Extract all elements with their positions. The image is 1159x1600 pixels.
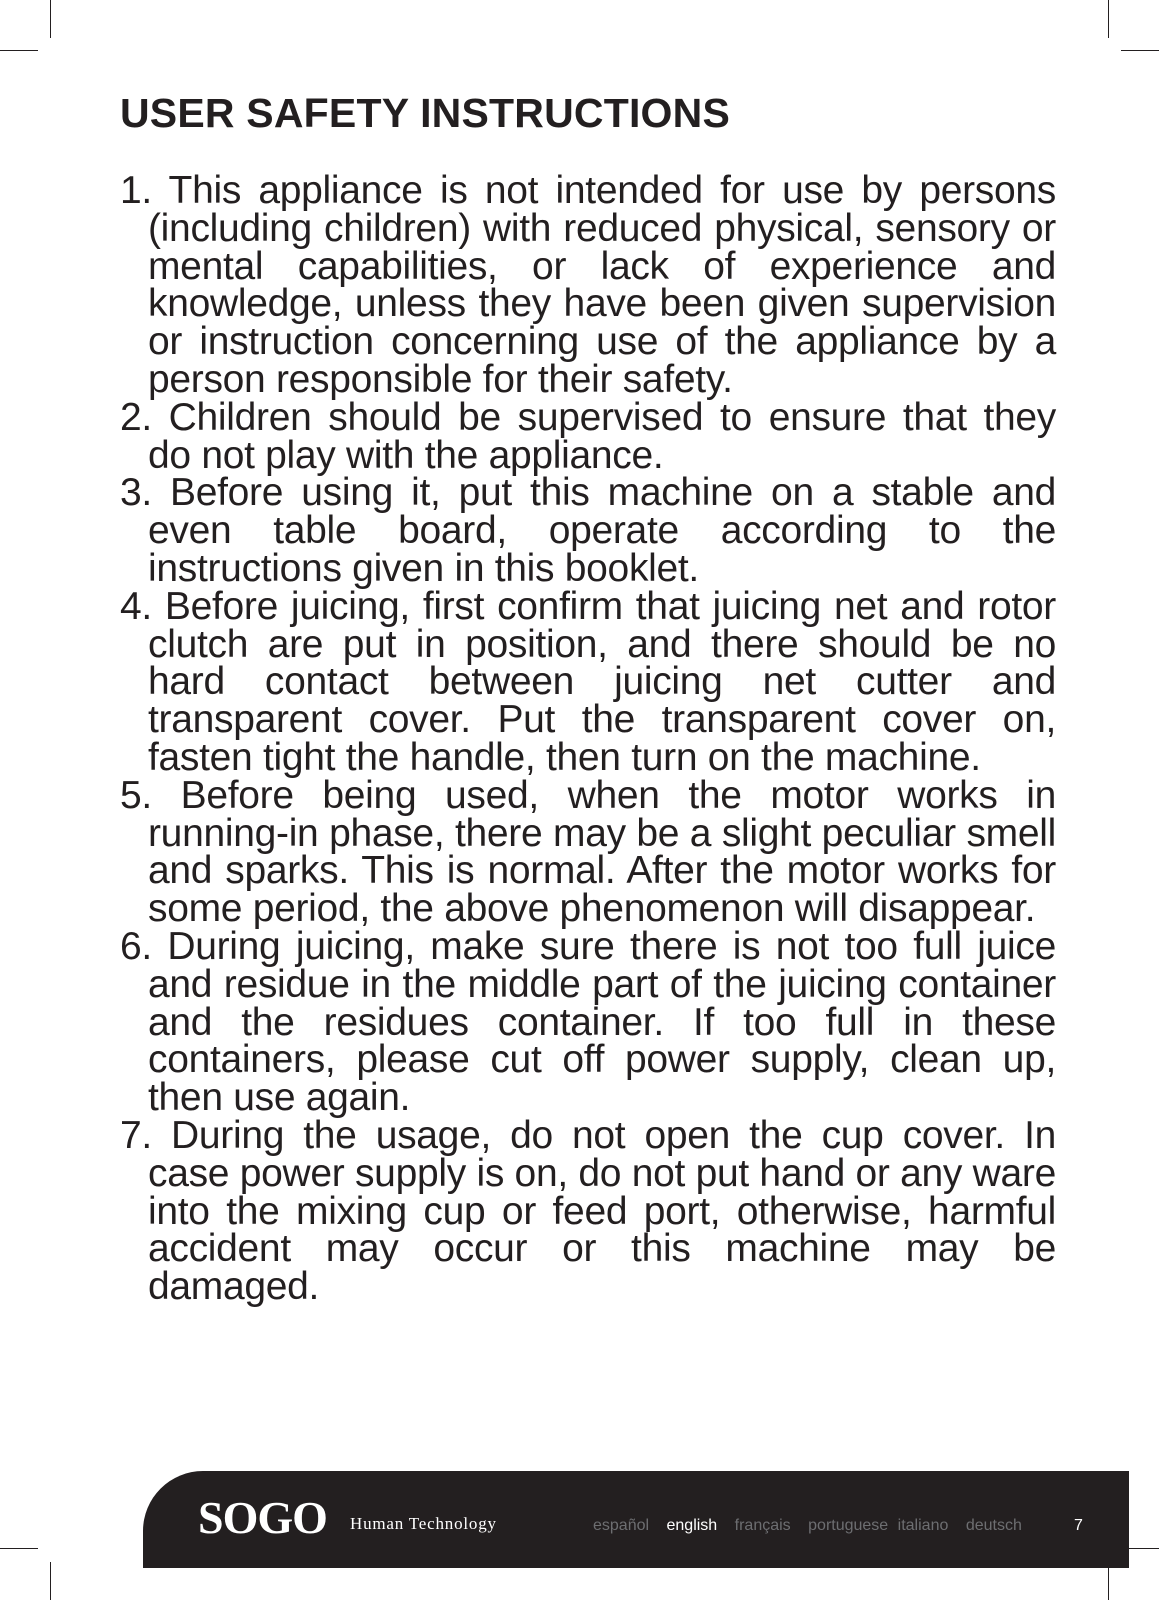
instruction-item: 5. Before being used, when the motor works in running-in phase, there may be a slight peculiar smell and sparks. This is normal. After the motor works for some period, the above phenomenon will disappear.: [120, 773, 1056, 931]
instruction-item: 4. Before juicing, first confirm that juicing net and rotor clutch are put in position, and there should be no hard contact between juicing net cutter and transparent cover. Put the transparent cover on, fasten tight the handle, then turn on the machine.: [120, 584, 1056, 779]
crop-mark: [1121, 50, 1159, 51]
language-portuguese: portuguese: [808, 1517, 889, 1534]
instruction-item: 2. Children should be supervised to ensure that they do not play with the appliance.: [120, 395, 1056, 477]
language-english: english: [666, 1517, 718, 1534]
language-francais: français: [734, 1517, 791, 1534]
crop-mark: [1108, 0, 1109, 38]
instruction-item: 6. During juicing, make sure there is not too full juice and residue in the middle part of the juicing container and the residues container. If too full in these containers, please cut off power supply, clean up, then use again.: [120, 924, 1056, 1120]
footer-bar: [143, 1471, 1129, 1568]
language-deutsch: deutsch: [965, 1517, 1022, 1534]
brand-logo: SOGO: [198, 1492, 327, 1543]
instruction-list: [120, 169, 1056, 1309]
instruction-item: 1. This appliance is not intended for use by persons (including children) with reduced physical, sensory or mental capabilities, or lack of experience and knowledge, unless they have been given supervision or instruction concerning use of the appliance by a person responsible for their safety.: [120, 169, 1056, 401]
language-list: [593, 1517, 1035, 1535]
page-title: USER SAFETY INSTRUCTIONS: [120, 90, 730, 136]
language-italiano: italiano: [897, 1517, 949, 1534]
crop-mark: [50, 0, 51, 38]
crop-mark: [0, 50, 38, 51]
language-espanol: español: [593, 1517, 650, 1534]
crop-mark: [0, 1548, 38, 1549]
instruction-item: 7. During the usage, do not open the cup cover. In case power supply is on, do not put hand or any ware into the mixing cup or feed port, otherwise, harmful accident may occur or this machine may be damaged.: [120, 1113, 1056, 1309]
instruction-item: 3. Before using it, put this machine on a stable and even table board, operate according to the instructions given in this booklet.: [120, 471, 1056, 590]
brand-tagline: Human Technology: [350, 1514, 497, 1533]
page-number: 7: [1074, 1517, 1083, 1534]
crop-mark: [50, 1562, 51, 1600]
